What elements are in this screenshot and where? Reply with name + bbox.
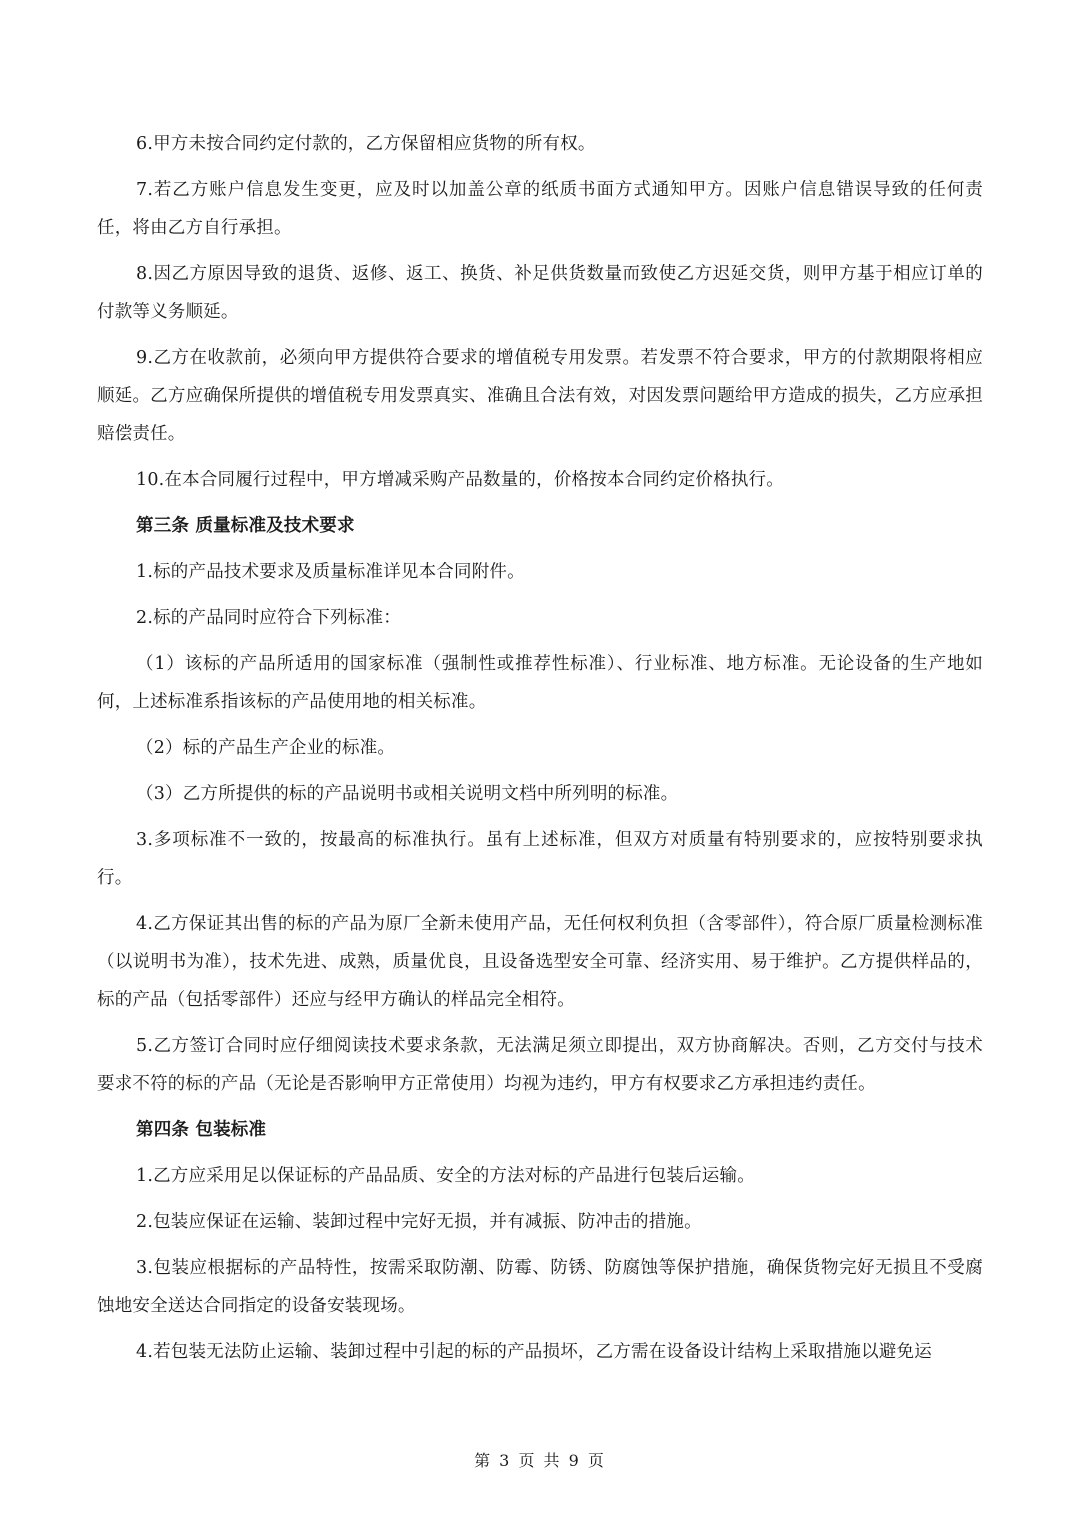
paragraph: 2.包装应保证在运输、装卸过程中完好无损，并有减振、防冲击的措施。 — [136, 1212, 702, 1232]
section-heading: 第三条 质量标准及技术要求 — [136, 516, 355, 536]
paragraph: 4.乙方保证其出售的标的产品为原厂全新未使用产品，无任何权利负担（含零部件），符合原厂质量检测标准（以说明书为准），技术先进、成熟，质量优良，且设备选型安全可靠、经济实用、易于维护。乙方提供样品的，标的产品（包括零部件）还应与经甲方确认的样品完全相符。 — [97, 914, 983, 1010]
paragraph: 3.包装应根据标的产品特性，按需采取防潮、防霉、防锈、防腐蚀等保护措施，确保货物完好无损且不受腐蚀地安全送达合同指定的设备安装现场。 — [97, 1258, 983, 1316]
paragraph: 10.在本合同履行过程中，甲方增减采购产品数量的，价格按本合同约定价格执行。 — [136, 470, 784, 490]
section-heading: 第四条 包装标准 — [136, 1120, 267, 1140]
paragraph: 4.若包装无法防止运输、装卸过程中引起的标的产品损坏，乙方需在设备设计结构上采取措施以避免运 — [136, 1342, 932, 1362]
sub-clause: （1）该标的产品所适用的国家标准（强制性或推荐性标准）、行业标准、地方标准。无论设备的生产地如何，上述标准系指该标的产品使用地的相关标准。 — [97, 654, 983, 712]
paragraph: 9.乙方在收款前，必须向甲方提供符合要求的增值税专用发票。若发票不符合要求，甲方的付款期限将相应顺延。乙方应确保所提供的增值税专用发票真实、准确且合法有效，对因发票问题给甲方造成的损失，乙方应承担赔偿责任。 — [97, 348, 983, 444]
paragraph: 6.甲方未按合同约定付款的，乙方保留相应货物的所有权。 — [136, 134, 596, 154]
paragraph: 5.乙方签订合同时应仔细阅读技术要求条款，无法满足须立即提出，双方协商解决。否则，乙方交付与技术要求不符的标的产品（无论是否影响甲方正常使用）均视为违约，甲方有权要求乙方承担违约责任。 — [97, 1036, 983, 1094]
paragraph: 8.因乙方原因导致的退货、返修、返工、换货、补足供货数量而致使乙方迟延交货，则甲方基于相应订单的付款等义务顺延。 — [97, 264, 983, 322]
document-body — [97, 125, 983, 1371]
sub-clause: （3）乙方所提供的标的产品说明书或相关说明文档中所列明的标准。 — [136, 784, 679, 804]
paragraph: 7.若乙方账户信息发生变更，应及时以加盖公章的纸质书面方式通知甲方。因账户信息错误导致的任何责任，将由乙方自行承担。 — [97, 180, 983, 238]
paragraph: 3.多项标准不一致的，按最高的标准执行。虽有上述标准，但双方对质量有特别要求的，应按特别要求执行。 — [97, 830, 983, 888]
paragraph: 1.乙方应采用足以保证标的产品品质、安全的方法对标的产品进行包装后运输。 — [136, 1166, 755, 1186]
paragraph: 2.标的产品同时应符合下列标准： — [136, 608, 401, 628]
page-number-footer: 第 3 页 共 9 页 — [474, 1451, 606, 1470]
paragraph: 1.标的产品技术要求及质量标准详见本合同附件。 — [136, 562, 525, 582]
sub-clause: （2）标的产品生产企业的标准。 — [136, 738, 396, 758]
